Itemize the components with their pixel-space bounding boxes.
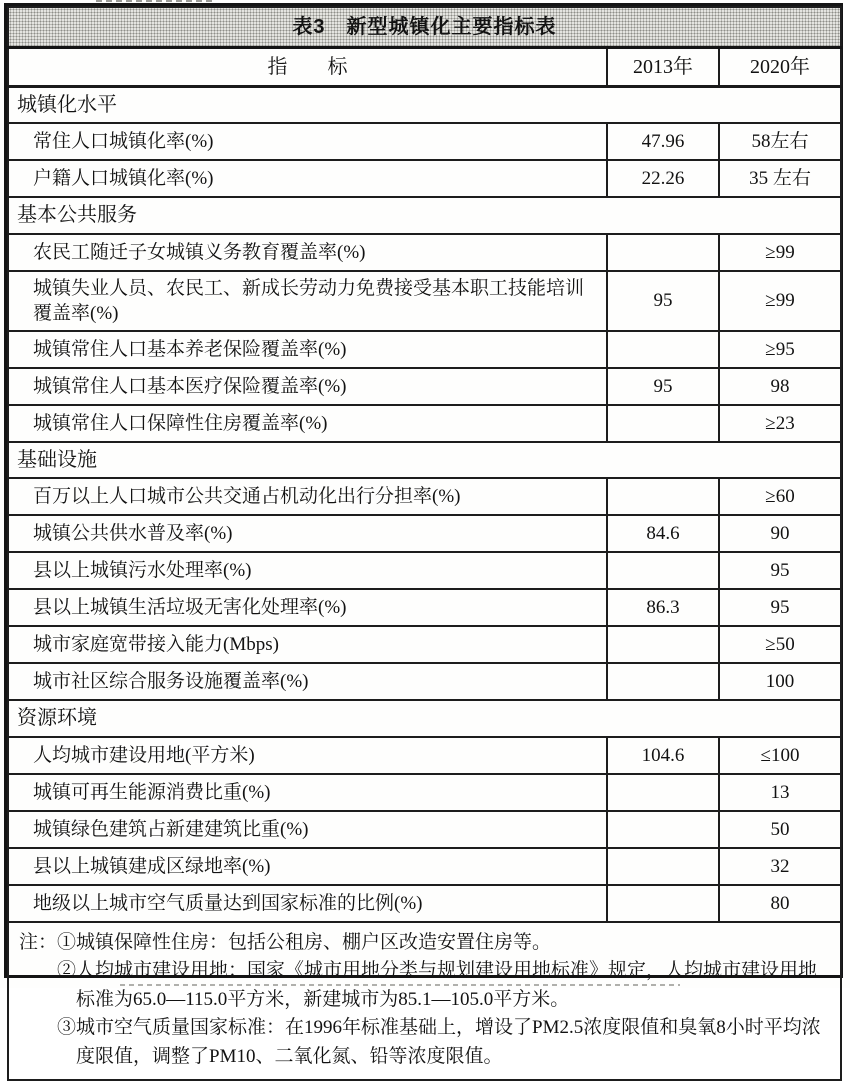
- value-2020-cell: 100: [719, 663, 841, 700]
- section-row: [8, 442, 841, 478]
- section-row: [8, 700, 841, 736]
- indicator-cell: 县以上城镇生活垃圾无害化处理率(%): [8, 589, 607, 626]
- indicator-cell: 城镇常住人口基本医疗保险覆盖率(%): [8, 368, 607, 405]
- value-2013-cell: [607, 848, 719, 885]
- value-2020-cell: ≤100: [719, 737, 841, 774]
- indicator-cell: 人均城市建设用地(平方米): [8, 737, 607, 774]
- table-body: [8, 7, 841, 922]
- section-row: [8, 87, 841, 124]
- indicator-cell: 地级以上城市空气质量达到国家标准的比例(%): [8, 885, 607, 922]
- value-2020-cell: 98: [719, 368, 841, 405]
- value-2013-cell: 104.6: [607, 737, 719, 774]
- value-2020-cell: 50: [719, 811, 841, 848]
- column-header-2020: 2020年: [719, 48, 841, 87]
- table-frame: [4, 3, 843, 1067]
- scan-artifact: [120, 984, 680, 986]
- table-row: [8, 737, 841, 774]
- notes-list: [57, 929, 830, 1072]
- notes-label: 注：: [19, 931, 58, 953]
- indicator-cell: 百万以上人口城市公共交通占机动化出行分担率(%): [8, 478, 607, 515]
- section-row: [8, 197, 841, 233]
- value-2013-cell: 95: [607, 271, 719, 331]
- indicator-cell: 城镇常住人口保障性住房覆盖率(%): [8, 405, 607, 442]
- notes-cell: [8, 922, 841, 1081]
- value-2020-cell: ≥95: [719, 331, 841, 368]
- value-2013-cell: 84.6: [607, 515, 719, 552]
- table-row: [8, 405, 841, 442]
- column-header-indicator: 指 标: [8, 48, 607, 87]
- section-title: 基础设施: [8, 442, 841, 478]
- value-2020-cell: 58左右: [719, 123, 841, 160]
- table-footer: [8, 922, 841, 1081]
- value-2013-cell: [607, 405, 719, 442]
- value-2013-cell: [607, 626, 719, 663]
- table-row: [8, 885, 841, 922]
- value-2013-cell: [607, 234, 719, 271]
- note-item: ①城镇保障性住房：包括公租房、棚户区改造安置住房等。: [57, 931, 552, 953]
- indicator-cell: 县以上城镇污水处理率(%): [8, 552, 607, 589]
- scan-artifact: [96, 0, 216, 2]
- table-title-row: [8, 7, 841, 48]
- indicator-cell: 户籍人口城镇化率(%): [8, 160, 607, 197]
- value-2013-cell: [607, 552, 719, 589]
- section-title: 城镇化水平: [8, 87, 841, 124]
- table-row: [8, 234, 841, 271]
- note-item: ③城市空气质量国家标准：在1996年标准基础上，增设了PM2.5浓度限值和臭氧8小时平均浓度限值，调整了PM10、二氧化氮、铅等浓度限值。: [57, 1017, 821, 1067]
- table-row: [8, 774, 841, 811]
- value-2013-cell: [607, 331, 719, 368]
- value-2020-cell: 32: [719, 848, 841, 885]
- table-title: 表3 新型城镇化主要指标表: [8, 7, 841, 48]
- table-row: [8, 811, 841, 848]
- indicator-cell: 城镇公共供水普及率(%): [8, 515, 607, 552]
- value-2020-cell: ≥23: [719, 405, 841, 442]
- table-row: [8, 160, 841, 197]
- table-row: [8, 552, 841, 589]
- value-2013-cell: 47.96: [607, 123, 719, 160]
- indicator-cell: 城镇绿色建筑占新建建筑比重(%): [8, 811, 607, 848]
- value-2013-cell: [607, 885, 719, 922]
- table-row: [8, 848, 841, 885]
- table-row: [8, 478, 841, 515]
- indicator-cell: 城市社区综合服务设施覆盖率(%): [8, 663, 607, 700]
- value-2020-cell: 35 左右: [719, 160, 841, 197]
- table-row: [8, 271, 841, 331]
- table-row: [8, 515, 841, 552]
- section-title: 基本公共服务: [8, 197, 841, 233]
- indicator-cell: 城镇可再生能源消费比重(%): [8, 774, 607, 811]
- indicator-cell: 县以上城镇建成区绿地率(%): [8, 848, 607, 885]
- value-2013-cell: 22.26: [607, 160, 719, 197]
- indicator-cell: 农民工随迁子女城镇义务教育覆盖率(%): [8, 234, 607, 271]
- value-2020-cell: ≥99: [719, 271, 841, 331]
- indicator-cell: 城镇失业人员、农民工、新成长劳动力免费接受基本职工技能培训覆盖率(%): [8, 271, 607, 331]
- notes-block: [19, 929, 830, 1072]
- value-2020-cell: 13: [719, 774, 841, 811]
- table-row: [8, 663, 841, 700]
- table-row: [8, 368, 841, 405]
- value-2013-cell: [607, 811, 719, 848]
- value-2020-cell: 95: [719, 589, 841, 626]
- indicator-cell: 城市家庭宽带接入能力(Mbps): [8, 626, 607, 663]
- value-2013-cell: 95: [607, 368, 719, 405]
- indicators-table: [7, 6, 842, 1081]
- note-item: ②人均城市建设用地：国家《城市用地分类与规划建设用地标准》规定，人均城市建设用地标准为65.0—115.0平方米，新建城市为85.1—105.0平方米。: [57, 960, 818, 1010]
- notes-row: [8, 922, 841, 1081]
- value-2020-cell: 90: [719, 515, 841, 552]
- value-2013-cell: [607, 663, 719, 700]
- table-row: [8, 626, 841, 663]
- value-2020-cell: ≥60: [719, 478, 841, 515]
- table-row: [8, 589, 841, 626]
- indicator-cell: 城镇常住人口基本养老保险覆盖率(%): [8, 331, 607, 368]
- table-header-row: [8, 48, 841, 87]
- table-row: [8, 123, 841, 160]
- table-row: [8, 331, 841, 368]
- indicator-cell: 常住人口城镇化率(%): [8, 123, 607, 160]
- value-2013-cell: 86.3: [607, 589, 719, 626]
- value-2020-cell: 80: [719, 885, 841, 922]
- value-2020-cell: 95: [719, 552, 841, 589]
- value-2013-cell: [607, 478, 719, 515]
- column-header-2013: 2013年: [607, 48, 719, 87]
- value-2020-cell: ≥50: [719, 626, 841, 663]
- value-2013-cell: [607, 774, 719, 811]
- section-title: 资源环境: [8, 700, 841, 736]
- value-2020-cell: ≥99: [719, 234, 841, 271]
